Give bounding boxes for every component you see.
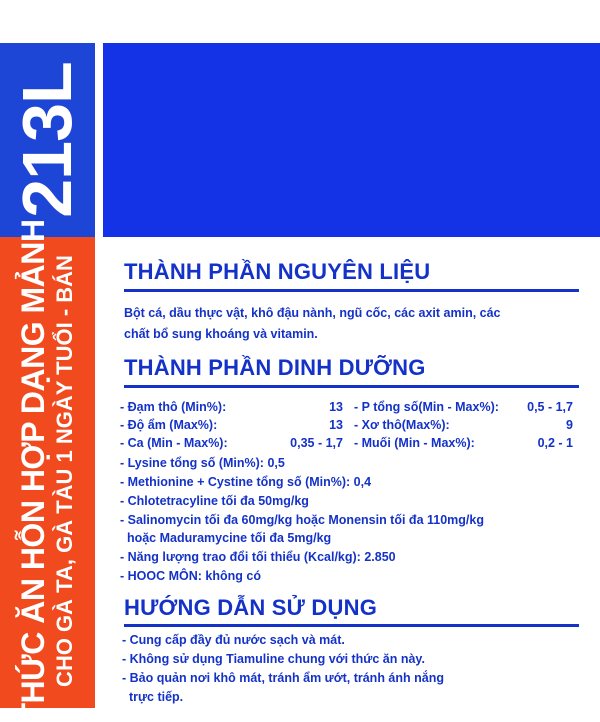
ingredients-line: Bột cá, dầu thực vật, khô đậu nành, ngũ cốc, các axit amin, các xyxy=(124,306,501,320)
usage-title: HƯỚNG DẪN SỬ DỤNG xyxy=(124,595,378,620)
nutrient-label: - Đạm thô (Min%): xyxy=(120,400,227,414)
usage-line: - Bảo quản nơi khô mát, tránh ẩm ướt, tránh ánh nắng xyxy=(122,671,444,685)
nutrient-label: - Độ ẩm (Max%): xyxy=(120,418,218,432)
nutrition-item: - P tổng số(Min - Max%): xyxy=(354,400,499,414)
nutrition-line: - Chlotetracyline tối đa 50mg/kg xyxy=(120,494,309,508)
nutrition-line: - Salinomycin tối đa 60mg/kg hoặc Monensin tối đa 110mg/kg xyxy=(120,513,484,527)
nutrient-value: 0,5 - 1,7 xyxy=(527,400,573,414)
product-name: THỨC ĂN HỖN HỢP DẠNG MẢNH xyxy=(15,219,51,722)
ingredients-title: THÀNH PHẦN NGUYÊN LIỆU xyxy=(124,259,431,284)
product-code: 213L xyxy=(8,62,86,218)
usage-line: - Không sử dụng Tiamuline chung với thức ăn này. xyxy=(122,652,425,666)
usage-line: trực tiếp. xyxy=(122,690,184,704)
nutrition-item: - Xơ thô(Max%): xyxy=(354,418,450,432)
nutrition-line: - Năng lượng trao đổi tối thiểu (Kcal/kg): 2.850 xyxy=(120,550,396,564)
usage-rule xyxy=(124,624,579,627)
nutrient-value: 9 xyxy=(566,418,573,432)
nutrition-line: - Lysine tổng số (Min%): 0,5 xyxy=(120,456,285,470)
nutrition-item xyxy=(120,400,226,414)
nutrient-value: 13 xyxy=(329,418,343,432)
nutrient-value: 13 xyxy=(329,400,343,414)
nutrition-item xyxy=(120,418,217,432)
header-blue-panel xyxy=(103,43,600,237)
nutrition-title: THÀNH PHẦN DINH DƯỠNG xyxy=(124,355,426,380)
top-margin xyxy=(0,0,600,43)
product-name-block xyxy=(15,220,79,722)
ingredients-rule xyxy=(124,289,579,292)
nutrition-item: - Muối (Min - Max%): xyxy=(354,436,475,450)
nutrition-line: - HOOC MÔN: không có xyxy=(120,569,261,583)
nutrient-label: - Ca (Min - Max%): xyxy=(120,436,228,450)
ingredients-line: chất bổ sung khoáng và vitamin. xyxy=(124,327,318,341)
nutrition-line: - Methionine + Cystine tổng số (Min%): 0,4 xyxy=(120,475,372,489)
nutrition-line: hoặc Maduramycine tối đa 5mg/kg xyxy=(120,531,332,545)
nutrition-rule xyxy=(124,385,579,388)
nutrient-value: 0,2 - 1 xyxy=(537,436,573,450)
nutrition-item xyxy=(120,436,228,450)
product-target: CHO GÀ TA, GÀ TÀU 1 NGÀY TUỔI - BÁN xyxy=(52,255,77,687)
usage-line: - Cung cấp đầy đủ nước sạch và mát. xyxy=(122,633,345,647)
label-content xyxy=(103,237,600,708)
nutrient-value: 0,35 - 1,7 xyxy=(290,436,343,450)
